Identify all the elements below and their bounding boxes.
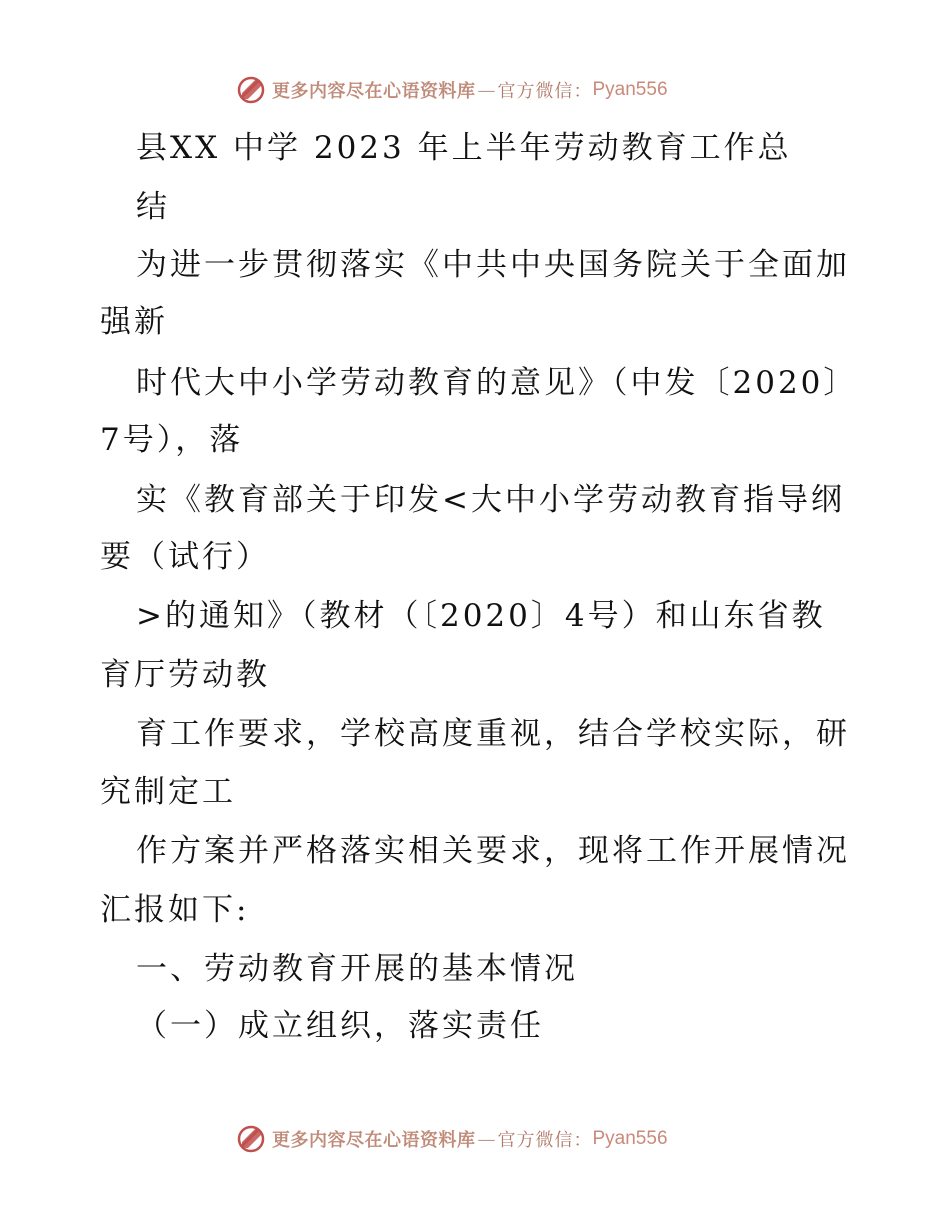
watermark-separator: —	[477, 79, 496, 101]
watermark-main-text: 更多内容尽在心语资料库	[272, 81, 476, 102]
paragraph-line: 时代大中小学劳动教育的意见》（中发〔2020〕	[136, 365, 858, 401]
paragraph-line: 实《教育部关于印发<大中小学劳动教育指导纲	[136, 482, 845, 518]
paragraph-line: 强新	[100, 304, 168, 340]
paragraph-line: 要（试行）	[100, 539, 270, 575]
footer-watermark	[236, 1122, 668, 1156]
watermark-id-text: Pyan556	[592, 1128, 668, 1149]
paragraph-line: 作方案并严格落实相关要求，现将工作开展情况	[136, 833, 850, 869]
watermark-sub-text: 官方微信：	[497, 81, 593, 102]
watermark-sub-text: 官方微信：	[497, 1130, 593, 1151]
watermark-separator: —	[477, 1128, 496, 1150]
watermark-logo-icon	[236, 1124, 266, 1154]
paragraph-line: 7号），落	[100, 422, 244, 458]
watermark-main-text: 更多内容尽在心语资料库	[272, 1130, 476, 1151]
title-line-2: 结	[136, 189, 170, 225]
watermark-logo-icon	[236, 75, 266, 105]
paragraph-line: >的通知》（教材（〔2020〕4号）和山东省教	[136, 598, 826, 634]
section-heading: 一、劳动教育开展的基本情况	[136, 951, 578, 987]
paragraph-line: 汇报如下:	[100, 892, 250, 928]
paragraph-line: 育厅劳动教	[100, 657, 270, 693]
subsection-heading: （一）成立组织，落实责任	[136, 1008, 544, 1044]
paragraph-line: 究制定工	[100, 774, 236, 810]
title-line-1: 县XX 中学 2023 年上半年劳动教育工作总	[136, 130, 792, 166]
paragraph-line: 为进一步贯彻落实《中共中央国务院关于全面加	[136, 247, 850, 283]
header-watermark	[236, 73, 668, 107]
watermark-id-text: Pyan556	[592, 79, 668, 100]
paragraph-line: 育工作要求，学校高度重视，结合学校实际，研	[136, 716, 850, 752]
